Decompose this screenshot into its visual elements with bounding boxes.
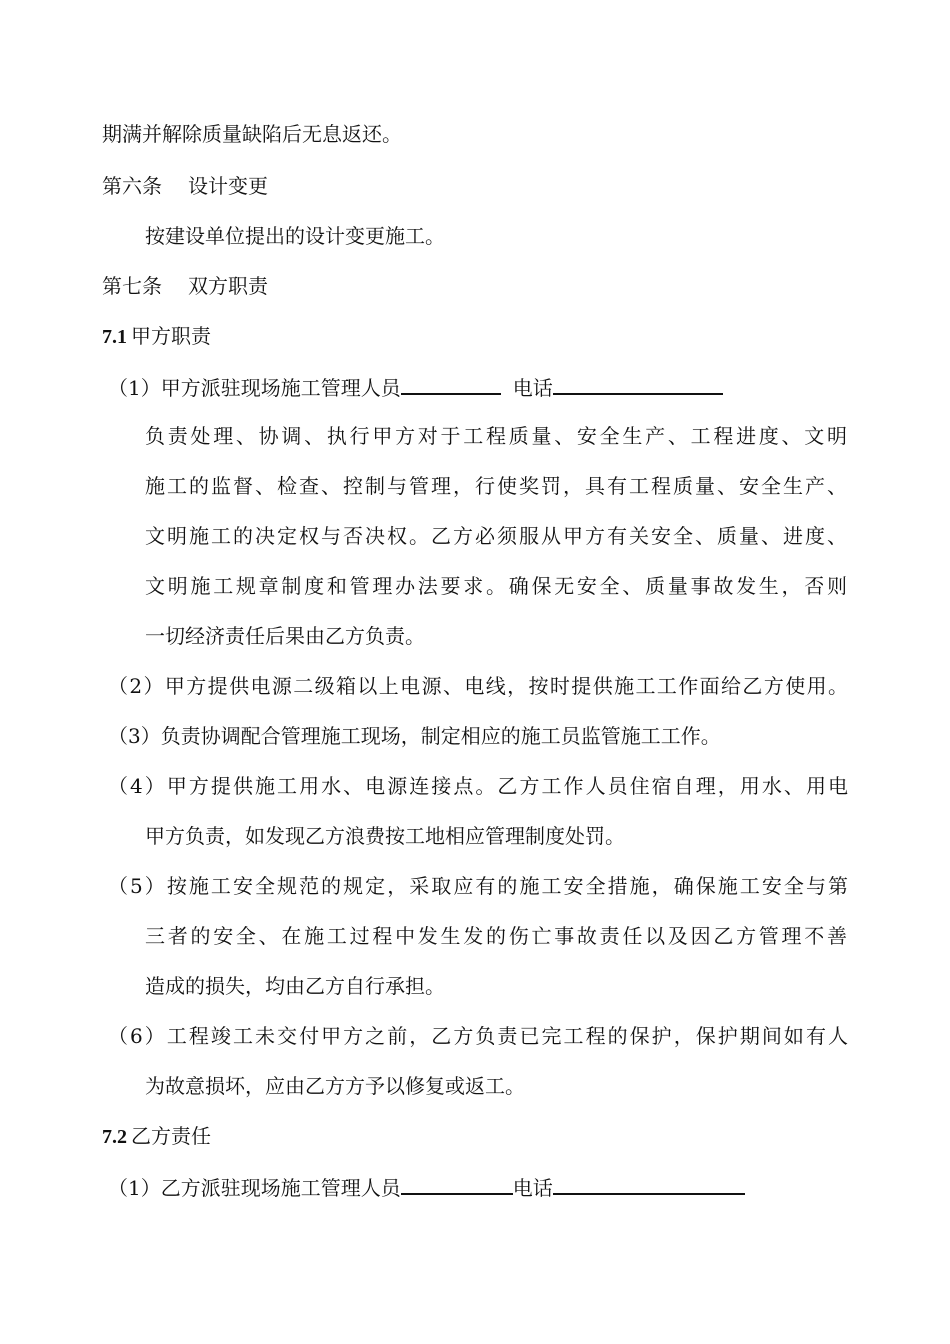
paragraph-line: 造成的损失，均由乙方自行承担。 xyxy=(145,974,445,998)
item-prefix: （1）乙方派驻现场施工管理人员 xyxy=(108,1176,401,1200)
paragraph-line: 文明施工规章制度和管理办法要求。确保无安全、质量事故发生，否则 xyxy=(145,574,847,598)
section-7-2-heading xyxy=(0,1123,950,1150)
section-title: 乙方责任 xyxy=(131,1124,211,1148)
rep-name-blank[interactable] xyxy=(401,373,501,395)
paragraph-line: 负责处理、协调、执行甲方对于工程质量、安全生产、工程进度、文明 xyxy=(145,424,847,448)
section-number: 7.1 xyxy=(102,326,127,348)
article-title: 设计变更 xyxy=(188,174,268,198)
article-title: 双方职责 xyxy=(188,274,268,298)
list-item: （6）工程竣工未交付甲方之前，乙方负责已完工程的保护，保护期间如有人 xyxy=(108,1024,848,1048)
phone-label: 电话 xyxy=(512,376,553,400)
list-item: （4）甲方提供施工用水、电源连接点。乙方工作人员住宿自理，用水、用电 xyxy=(108,774,848,798)
paragraph-line: 期满并解除质量缺陷后无息返还。 xyxy=(102,122,402,146)
article-6-heading xyxy=(0,173,950,199)
article-number: 第六条 xyxy=(102,174,162,198)
paragraph-line: 甲方负责，如发现乙方浪费按工地相应管理制度处罚。 xyxy=(145,824,625,848)
phone-label: 电话 xyxy=(512,1176,553,1200)
article-7-heading xyxy=(0,273,950,299)
paragraph-line: 按建设单位提出的设计变更施工。 xyxy=(145,224,445,248)
list-item: （3）负责协调配合管理施工现场，制定相应的施工员监管施工工作。 xyxy=(108,724,721,748)
section-number: 7.2 xyxy=(102,1126,127,1148)
rep-name-blank[interactable] xyxy=(401,1173,513,1195)
paragraph-line: 文明施工的决定权与否决权。乙方必须服从甲方有关安全、质量、进度、 xyxy=(145,524,847,548)
paragraph-line: 一切经济责任后果由乙方负责。 xyxy=(145,624,425,648)
paragraph-line: 施工的监督、检查、控制与管理，行使奖罚，具有工程质量、安全生产、 xyxy=(145,474,847,498)
list-item: （5）按施工安全规范的规定，采取应有的施工安全措施，确保施工安全与第 xyxy=(108,874,848,898)
paragraph-line: 三者的安全、在施工过程中发生发的伤亡事故责任以及因乙方管理不善 xyxy=(145,924,847,948)
list-item: （2）甲方提供电源二级箱以上电源、电线，按时提供施工工作面给乙方使用。 xyxy=(108,674,848,698)
paragraph-line: 为故意损坏，应由乙方方予以修复或返工。 xyxy=(145,1074,525,1098)
phone-blank[interactable] xyxy=(553,1173,745,1195)
section-7-1-heading xyxy=(0,323,950,350)
item-prefix: （1）甲方派驻现场施工管理人员 xyxy=(108,376,401,400)
phone-blank[interactable] xyxy=(553,373,723,395)
section-title: 甲方职责 xyxy=(131,324,211,348)
article-number: 第七条 xyxy=(102,274,162,298)
party-a-rep-line xyxy=(0,373,950,401)
party-b-rep-line xyxy=(0,1173,950,1201)
